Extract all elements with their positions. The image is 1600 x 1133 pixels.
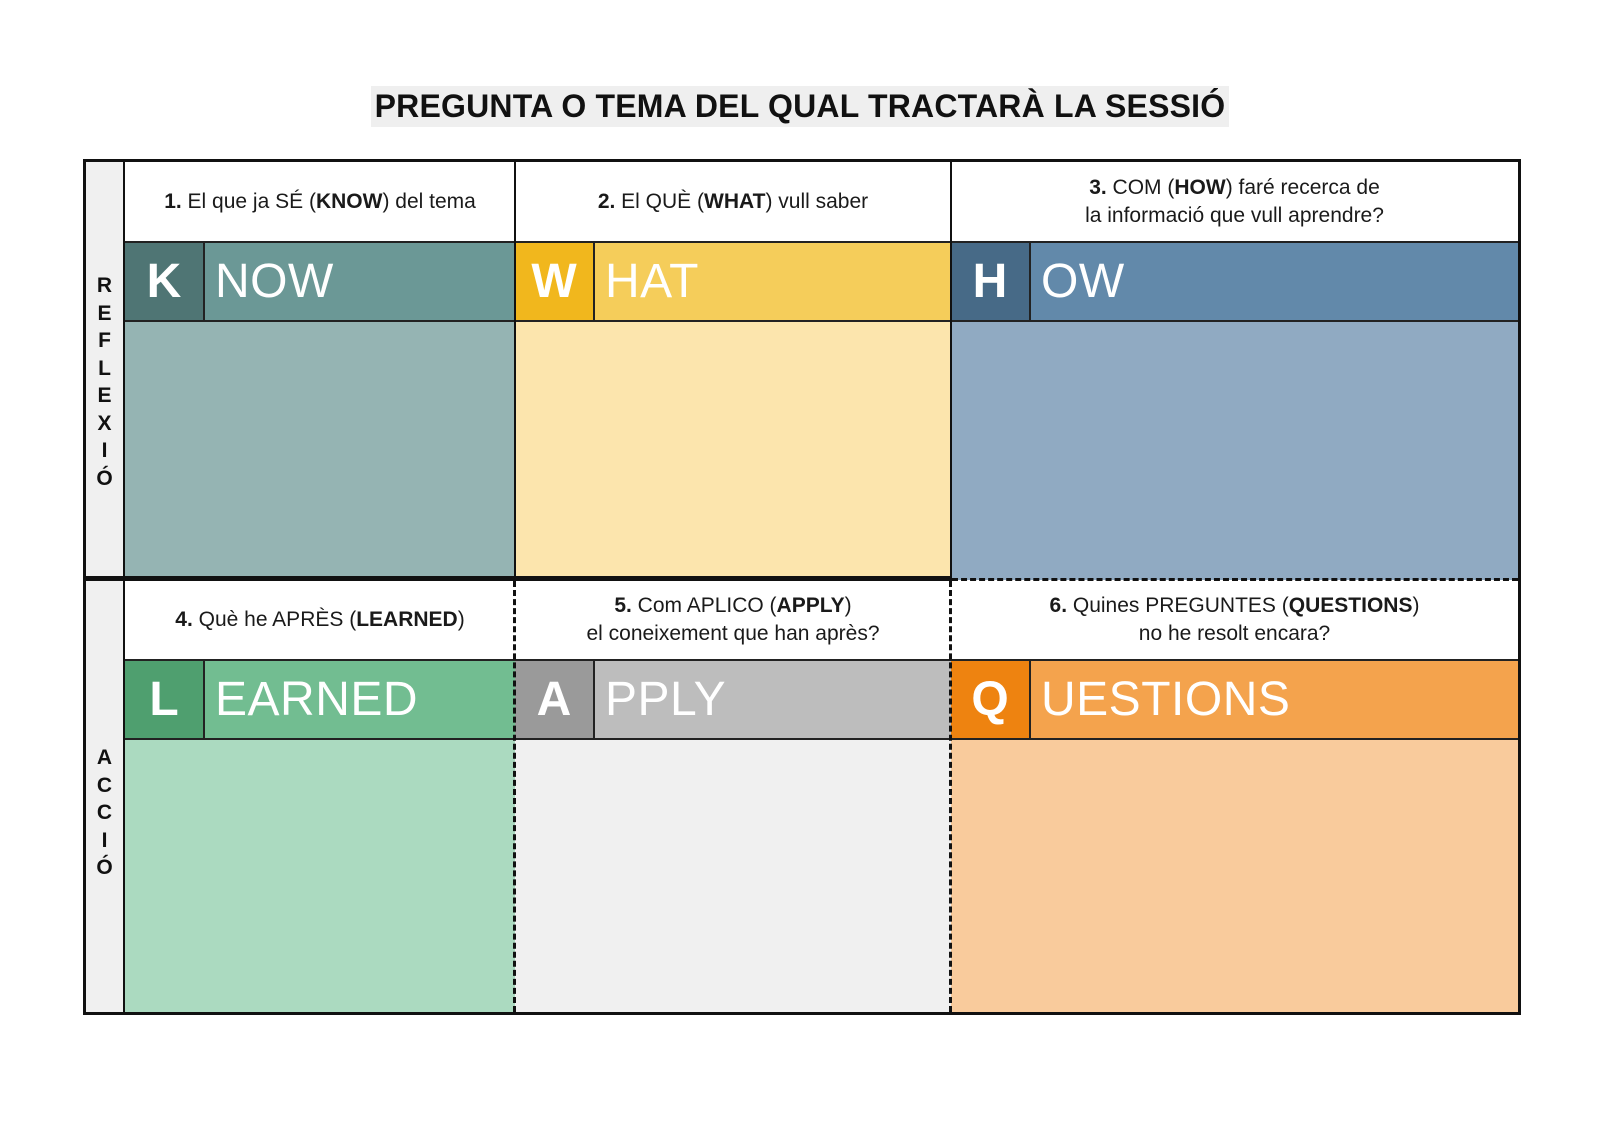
cell-heading-apply bbox=[515, 580, 951, 659]
page-title: PREGUNTA O TEMA DEL QUAL TRACTARÀ LA SESSIÓ bbox=[371, 86, 1230, 127]
divider-row-solid bbox=[86, 576, 952, 581]
heading-text-end: ) faré recerca de bbox=[1225, 175, 1380, 199]
banner-apply bbox=[515, 659, 951, 740]
divider-know-what bbox=[514, 162, 516, 580]
heading-text-end: ) bbox=[457, 607, 465, 631]
banner-letter: W bbox=[515, 243, 595, 320]
kwhlaq-board bbox=[83, 159, 1521, 1015]
heading-line-1 bbox=[586, 592, 879, 620]
heading-line-1 bbox=[1085, 174, 1384, 202]
heading-text-end: ) bbox=[844, 593, 852, 617]
side-letter: E bbox=[97, 384, 112, 407]
heading-text: El QUÈ ( bbox=[615, 189, 705, 213]
divider-what-how bbox=[950, 162, 952, 580]
side-letter: Ó bbox=[96, 856, 113, 879]
banner-letter: L bbox=[125, 661, 205, 738]
cell-heading-learned bbox=[125, 580, 515, 659]
divider-row-dashed bbox=[952, 578, 1518, 581]
banner-letter: H bbox=[951, 243, 1031, 320]
divider-learned-apply bbox=[513, 581, 516, 1012]
side-letter: I bbox=[101, 439, 108, 462]
heading-line-2: el coneixement que han après? bbox=[586, 621, 880, 645]
heading-line-1 bbox=[175, 606, 464, 634]
banner-word: EARNED bbox=[215, 673, 419, 726]
banner-word: HAT bbox=[605, 255, 699, 308]
heading-text-end: ) del tema bbox=[382, 189, 476, 213]
banner-how bbox=[951, 241, 1518, 322]
writing-area-learned[interactable] bbox=[125, 740, 515, 1012]
divider-apply-questions bbox=[949, 581, 952, 1012]
heading-line-2: la informació que vull aprendre? bbox=[1085, 203, 1384, 227]
banner-word: OW bbox=[1041, 255, 1125, 308]
side-label-reflexio bbox=[86, 162, 125, 594]
heading-text: COM ( bbox=[1106, 175, 1175, 199]
side-letter: X bbox=[97, 411, 112, 435]
banner-letter: Q bbox=[951, 661, 1031, 738]
side-letter: F bbox=[98, 329, 111, 352]
heading-line-1 bbox=[598, 188, 868, 216]
banner-letter: K bbox=[125, 243, 205, 320]
writing-area-what[interactable] bbox=[515, 322, 951, 580]
side-letter: R bbox=[96, 274, 113, 297]
cell-how bbox=[951, 162, 1518, 580]
banner-word: UESTIONS bbox=[1041, 673, 1291, 726]
heading-number: 5. bbox=[614, 593, 632, 617]
side-letter: I bbox=[101, 828, 108, 852]
heading-line-2: no he resolt encara? bbox=[1138, 621, 1331, 645]
heading-number: 1. bbox=[164, 189, 182, 213]
banner-word: PPLY bbox=[605, 673, 727, 726]
writing-area-how[interactable] bbox=[951, 322, 1518, 580]
heading-text-end: ) bbox=[1412, 593, 1420, 617]
cell-what bbox=[515, 162, 951, 580]
side-letter: Ó bbox=[96, 466, 113, 490]
side-letter: C bbox=[96, 773, 113, 797]
cell-heading-know bbox=[125, 162, 515, 241]
heading-keyword: APPLY bbox=[776, 593, 845, 617]
side-letter: C bbox=[96, 801, 113, 824]
heading-keyword: LEARNED bbox=[356, 607, 458, 631]
banner-learned bbox=[125, 659, 515, 740]
side-letter: L bbox=[98, 356, 111, 380]
side-letter: E bbox=[97, 301, 112, 325]
banner-word: NOW bbox=[215, 255, 334, 308]
cell-know bbox=[125, 162, 515, 580]
writing-area-know[interactable] bbox=[125, 322, 515, 580]
banner-letter: A bbox=[515, 661, 595, 738]
heading-keyword: HOW bbox=[1174, 175, 1226, 199]
writing-area-questions[interactable] bbox=[951, 740, 1518, 1012]
cell-questions bbox=[951, 580, 1518, 1012]
heading-line-1 bbox=[164, 188, 476, 216]
writing-area-apply[interactable] bbox=[515, 740, 951, 1012]
cell-apply bbox=[515, 580, 951, 1012]
title-wrapper bbox=[0, 86, 1600, 127]
heading-number: 6. bbox=[1049, 593, 1068, 617]
cell-learned bbox=[125, 580, 515, 1012]
heading-number: 2. bbox=[597, 189, 616, 213]
heading-line-1 bbox=[1050, 592, 1420, 620]
side-letter: A bbox=[96, 746, 113, 769]
banner-know bbox=[125, 241, 515, 322]
heading-text: El que ja SÉ ( bbox=[181, 189, 316, 213]
heading-number: 3. bbox=[1089, 175, 1107, 199]
heading-keyword: WHAT bbox=[704, 189, 766, 213]
cell-heading-questions bbox=[951, 580, 1518, 659]
heading-text: Què he APRÈS ( bbox=[192, 607, 357, 631]
cell-heading-how bbox=[951, 162, 1518, 241]
banner-what bbox=[515, 241, 951, 322]
side-label-accio bbox=[86, 594, 125, 1012]
heading-number: 4. bbox=[175, 607, 193, 631]
banner-questions bbox=[951, 659, 1518, 740]
heading-keyword: KNOW bbox=[315, 189, 383, 213]
heading-text: Com APLICO ( bbox=[631, 593, 777, 617]
heading-keyword: QUESTIONS bbox=[1288, 593, 1413, 617]
cell-heading-what bbox=[515, 162, 951, 241]
heading-text-end: ) vull saber bbox=[765, 189, 869, 213]
heading-text: Quines PREGUNTES ( bbox=[1067, 593, 1289, 617]
